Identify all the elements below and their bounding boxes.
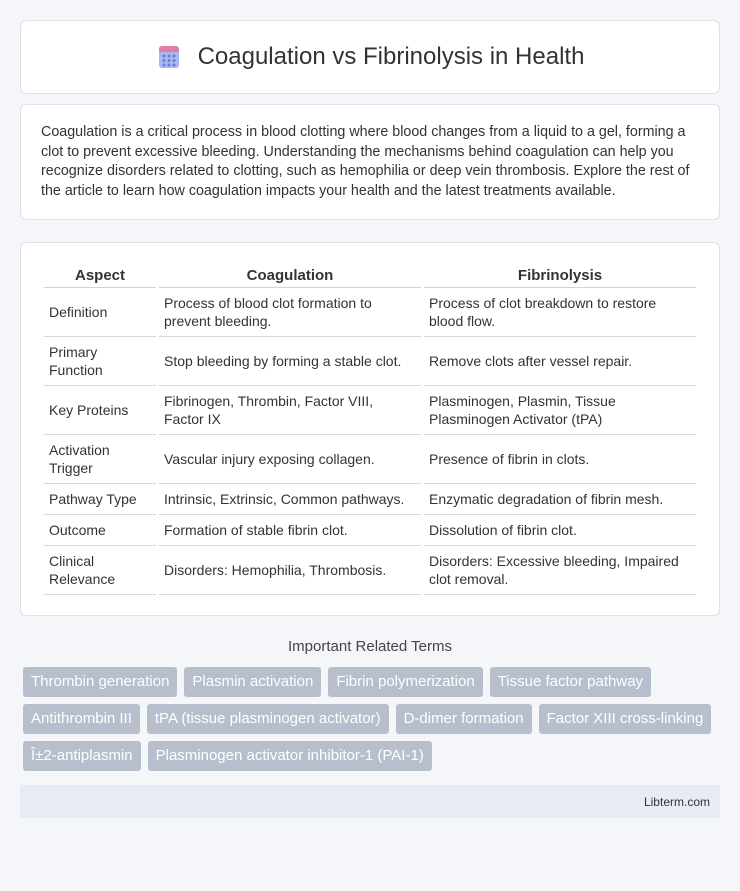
table-cell: Activation Trigger — [44, 435, 156, 484]
table-cell: Clinical Relevance — [44, 546, 156, 595]
comparison-table — [41, 263, 699, 595]
table-cell: Enzymatic degradation of fibrin mesh. — [424, 484, 696, 515]
table-row — [44, 515, 696, 546]
table-row — [44, 337, 696, 386]
table-cell: Process of clot breakdown to restore blood flow. — [424, 288, 696, 337]
related-term-tag[interactable]: Antithrombin III — [23, 704, 140, 734]
table-cell: Pathway Type — [44, 484, 156, 515]
footer — [20, 785, 720, 818]
related-term-tag[interactable]: Fibrin polymerization — [328, 667, 482, 697]
table-cell: Disorders: Hemophilia, Thrombosis. — [159, 546, 421, 595]
related-term-tag[interactable]: tPA (tissue plasminogen activator) — [147, 704, 389, 734]
related-term-tag[interactable]: D-dimer formation — [396, 704, 532, 734]
related-term-tag[interactable]: Plasmin activation — [184, 667, 321, 697]
table-cell: Disorders: Excessive bleeding, Impaired clot removal. — [424, 546, 696, 595]
table-row — [44, 386, 696, 435]
table-cell: Dissolution of fibrin clot. — [424, 515, 696, 546]
table-cell: Presence of fibrin in clots. — [424, 435, 696, 484]
related-terms-title: Important Related Terms — [288, 638, 452, 655]
table-row — [44, 288, 696, 337]
related-term-tag[interactable]: Factor XIII cross-linking — [539, 704, 712, 734]
table-cell: Remove clots after vessel repair. — [424, 337, 696, 386]
related-term-tag[interactable]: Plasminogen activator inhibitor-1 (PAI-1) — [148, 741, 432, 771]
table-cell: Plasminogen, Plasmin, Tissue Plasminogen Activator (tPA) — [424, 386, 696, 435]
table-row — [44, 546, 696, 595]
comparison-card — [20, 242, 720, 616]
footer-site-link[interactable]: Libterm.com — [643, 794, 710, 809]
table-row — [44, 435, 696, 484]
table-cell: Primary Function — [44, 337, 156, 386]
table-header-row — [44, 263, 696, 288]
intro-card — [20, 104, 720, 220]
page-title: Coagulation vs Fibrinolysis in Health — [197, 43, 585, 70]
table-cell: Formation of stable fibrin clot. — [159, 515, 421, 546]
table-row — [44, 484, 696, 515]
column-header-fibrinolysis: Fibrinolysis — [424, 263, 696, 288]
calculator-icon — [156, 44, 182, 70]
table-cell: Outcome — [44, 515, 156, 546]
intro-text: Coagulation is a critical process in blood clotting where blood changes from a liquid to a gel, forming a clot to prevent excessive bleeding. Understanding the mechanisms behind coagulation can help you recognize disorders related to clotting, such as hemophilia or deep vein thrombosis. Explore the rest of the article to learn how coagulation impacts your health and the latest treatments available. — [41, 124, 690, 199]
table-cell: Key Proteins — [44, 386, 156, 435]
related-term-tag[interactable]: Tissue factor pathway — [490, 667, 651, 697]
column-header-coagulation: Coagulation — [159, 263, 421, 288]
related-terms-list — [23, 667, 720, 771]
table-cell: Definition — [44, 288, 156, 337]
table-cell: Intrinsic, Extrinsic, Common pathways. — [159, 484, 421, 515]
column-header-aspect: Aspect — [44, 263, 156, 288]
title-card — [20, 20, 720, 94]
table-cell: Vascular injury exposing collagen. — [159, 435, 421, 484]
table-cell: Stop bleeding by forming a stable clot. — [159, 337, 421, 386]
table-cell: Fibrinogen, Thrombin, Factor VIII, Factor IX — [159, 386, 421, 435]
related-term-tag[interactable]: Î±2-antiplasmin — [23, 741, 141, 771]
table-cell: Process of blood clot formation to prevent bleeding. — [159, 288, 421, 337]
related-term-tag[interactable]: Thrombin generation — [23, 667, 177, 697]
